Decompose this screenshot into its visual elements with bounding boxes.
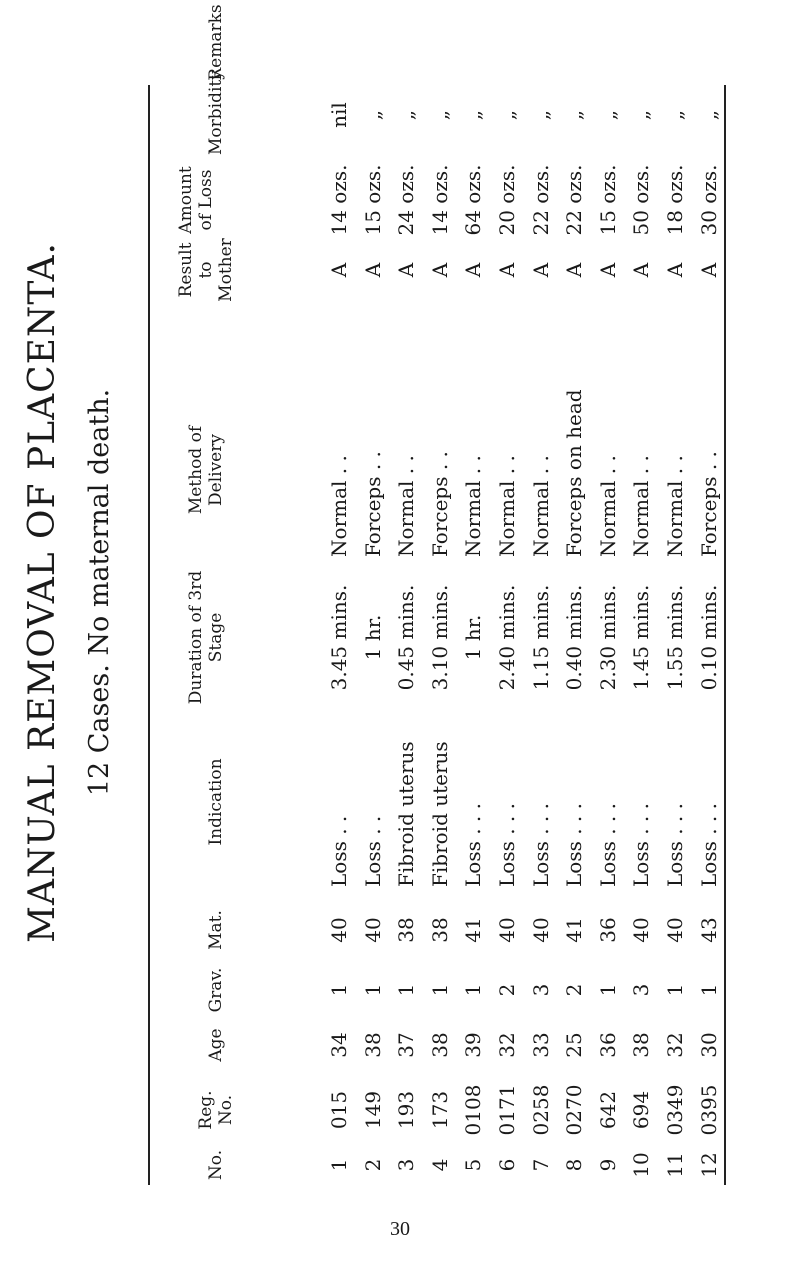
- cell-no: 11: [663, 1152, 687, 1178]
- header-morbidity: Morbidity: [206, 70, 226, 155]
- header-grav: Grav.: [206, 967, 226, 1013]
- cell-amount: 64 ozs.: [461, 164, 486, 236]
- cell-amount: 50 ozs.: [629, 164, 654, 236]
- cell-morbidity: „: [562, 109, 587, 121]
- cell-mat: 36: [595, 917, 620, 943]
- cell-morbidity: „: [663, 109, 687, 121]
- cell-duration: 1 hr.: [360, 614, 385, 661]
- cell-mat: 41: [562, 917, 587, 943]
- cell-no: 12: [696, 1152, 721, 1178]
- cell-method: Normal . .: [629, 455, 654, 557]
- cell-morbidity: nil: [327, 102, 351, 128]
- cell-method: Normal . .: [663, 455, 687, 557]
- cell-reg-no: 173: [427, 1090, 452, 1130]
- cell-morbidity: „: [360, 109, 385, 121]
- cell-duration: 1.15 mins.: [528, 584, 553, 691]
- cell-no: 4: [427, 1158, 452, 1172]
- cell-age: 32: [495, 1032, 519, 1058]
- cell-result: A: [629, 262, 654, 278]
- cell-morbidity: „: [595, 109, 620, 121]
- cell-grav: 1: [327, 983, 351, 997]
- cell-mat: 40: [327, 917, 351, 943]
- cell-indication: Fibroid uterus: [427, 741, 452, 887]
- cell-mat: 40: [360, 917, 385, 943]
- cell-indication: Loss . .: [360, 815, 385, 887]
- header-reg-no: Reg. No.: [196, 1090, 236, 1130]
- cell-duration: 0.10 mins.: [696, 584, 721, 691]
- header-no: No.: [206, 1149, 226, 1181]
- cell-amount: 14 ozs.: [327, 164, 351, 236]
- cell-reg-no: 694: [629, 1090, 654, 1130]
- header-age: Age: [206, 1028, 226, 1062]
- cell-result: A: [595, 262, 620, 278]
- cell-duration: 0.45 mins.: [394, 584, 419, 691]
- cell-grav: 1: [663, 983, 687, 997]
- header-duration: Duration of 3rd Stage: [186, 570, 226, 705]
- cell-grav: 1: [427, 983, 452, 997]
- header-mat: Mat.: [206, 910, 226, 950]
- cell-age: 39: [461, 1032, 486, 1058]
- cell-method: Forceps . .: [427, 451, 452, 557]
- cell-morbidity: „: [696, 109, 721, 121]
- cell-reg-no: 015: [327, 1090, 351, 1130]
- cell-duration: 1.45 mins.: [629, 584, 654, 691]
- cell-age: 38: [629, 1032, 654, 1058]
- cell-indication: Fibroid uterus: [394, 741, 419, 887]
- cell-grav: 2: [562, 983, 587, 997]
- cell-age: 33: [528, 1032, 553, 1058]
- cell-age: 38: [360, 1032, 385, 1058]
- cell-mat: 40: [663, 917, 687, 943]
- page-subtitle: 12 Cases. No maternal death.: [84, 388, 115, 797]
- cell-mat: 38: [394, 917, 419, 943]
- cell-indication: Loss . . .: [461, 803, 486, 887]
- cell-mat: 41: [461, 917, 486, 943]
- cell-mat: 40: [495, 917, 519, 943]
- cell-amount: 15 ozs.: [595, 164, 620, 236]
- cell-grav: 2: [495, 983, 519, 997]
- cell-mat: 43: [696, 917, 721, 943]
- cell-reg-no: 0270: [562, 1084, 587, 1136]
- page-title: MANUAL REMOVAL OF PLACENTA.: [22, 242, 63, 943]
- cell-method: Forceps on head: [562, 389, 587, 557]
- cell-no: 10: [629, 1152, 654, 1178]
- cell-grav: 1: [696, 983, 721, 997]
- cell-age: 25: [562, 1032, 587, 1058]
- cell-indication: Loss . . .: [595, 803, 620, 887]
- cell-duration: 2.30 mins.: [595, 584, 620, 691]
- cell-morbidity: „: [427, 109, 452, 121]
- cell-mat: 40: [629, 917, 654, 943]
- cell-no: 8: [562, 1158, 587, 1172]
- cell-age: 38: [427, 1032, 452, 1058]
- header-remarks: Remarks: [206, 4, 226, 81]
- cell-method: Normal . .: [327, 455, 351, 557]
- cell-duration: 2.40 mins.: [495, 584, 519, 691]
- cell-result: A: [360, 262, 385, 278]
- cell-duration: 1.55 mins.: [663, 584, 687, 691]
- cell-grav: 3: [528, 983, 553, 997]
- cell-reg-no: 0258: [528, 1084, 553, 1136]
- cell-grav: 3: [629, 983, 654, 997]
- cell-reg-no: 149: [360, 1090, 385, 1130]
- cell-reg-no: 0395: [696, 1084, 721, 1136]
- cell-amount: 30 ozs.: [696, 164, 721, 236]
- cell-result: A: [427, 262, 452, 278]
- cell-morbidity: „: [461, 109, 486, 121]
- cell-indication: Loss . . .: [663, 803, 687, 887]
- header-result: Result to Mother: [176, 238, 236, 302]
- cell-age: 30: [696, 1032, 721, 1058]
- cell-result: A: [327, 262, 351, 278]
- cell-amount: 15 ozs.: [360, 164, 385, 236]
- cell-reg-no: 0171: [495, 1084, 519, 1136]
- cell-reg-no: 642: [595, 1090, 620, 1130]
- cell-morbidity: „: [495, 109, 519, 121]
- cell-age: 36: [595, 1032, 620, 1058]
- cell-result: A: [696, 262, 721, 278]
- cell-result: A: [562, 262, 587, 278]
- header-indication: Indication: [206, 758, 226, 846]
- cell-method: Normal . .: [495, 455, 519, 557]
- cell-age: 34: [327, 1032, 351, 1058]
- header-method: Method of Delivery: [186, 425, 226, 515]
- cell-no: 2: [360, 1158, 385, 1172]
- cell-reg-no: 193: [394, 1090, 419, 1130]
- cell-no: 9: [595, 1158, 620, 1172]
- cell-method: Normal . .: [461, 455, 486, 557]
- cell-reg-no: 0108: [461, 1084, 486, 1136]
- cell-result: A: [663, 262, 687, 278]
- cell-duration: 3.10 mins.: [427, 584, 452, 691]
- page-number: 30: [390, 1218, 410, 1240]
- cell-no: 3: [394, 1158, 419, 1172]
- cell-method: Normal . .: [528, 455, 553, 557]
- cell-mat: 38: [427, 917, 452, 943]
- cell-indication: Loss . . .: [629, 803, 654, 887]
- cell-reg-no: 0349: [663, 1084, 687, 1136]
- cell-method: Forceps . .: [696, 451, 721, 557]
- cell-morbidity: „: [394, 109, 419, 121]
- cell-grav: 1: [360, 983, 385, 997]
- cell-no: 7: [528, 1158, 553, 1172]
- cell-age: 32: [663, 1032, 687, 1058]
- cell-amount: 14 ozs.: [427, 164, 452, 236]
- cell-grav: 1: [595, 983, 620, 997]
- cell-duration: 1 hr.: [461, 614, 486, 661]
- cell-duration: 0.40 mins.: [562, 584, 587, 691]
- cell-morbidity: „: [528, 109, 553, 121]
- cell-indication: Loss . . .: [495, 803, 519, 887]
- cell-amount: 24 ozs.: [394, 164, 419, 236]
- cell-method: Forceps . .: [360, 451, 385, 557]
- cell-indication: Loss . . .: [696, 803, 721, 887]
- cell-indication: Loss . . .: [562, 803, 587, 887]
- cell-morbidity: „: [629, 109, 654, 121]
- cell-indication: Loss . .: [327, 815, 351, 887]
- cell-grav: 1: [394, 983, 419, 997]
- cell-result: A: [495, 262, 519, 278]
- cell-age: 37: [394, 1032, 419, 1058]
- cell-method: Normal . .: [394, 455, 419, 557]
- cell-no: 5: [461, 1158, 486, 1172]
- cell-mat: 40: [528, 917, 553, 943]
- cell-amount: 20 ozs.: [495, 164, 519, 236]
- cell-result: A: [528, 262, 553, 278]
- cell-duration: 3.45 mins.: [327, 584, 351, 691]
- table-top-rule: [148, 85, 150, 1185]
- cell-result: A: [394, 262, 419, 278]
- cell-no: 1: [327, 1158, 351, 1172]
- header-amount: Amount of Loss: [176, 166, 216, 234]
- cell-result: A: [461, 262, 486, 278]
- cell-amount: 18 ozs.: [663, 164, 687, 236]
- cell-amount: 22 ozs.: [562, 164, 587, 236]
- cell-no: 6: [495, 1158, 519, 1172]
- cell-grav: 1: [461, 983, 486, 997]
- cell-indication: Loss . . .: [528, 803, 553, 887]
- cell-method: Normal . .: [595, 455, 620, 557]
- cell-amount: 22 ozs.: [528, 164, 553, 236]
